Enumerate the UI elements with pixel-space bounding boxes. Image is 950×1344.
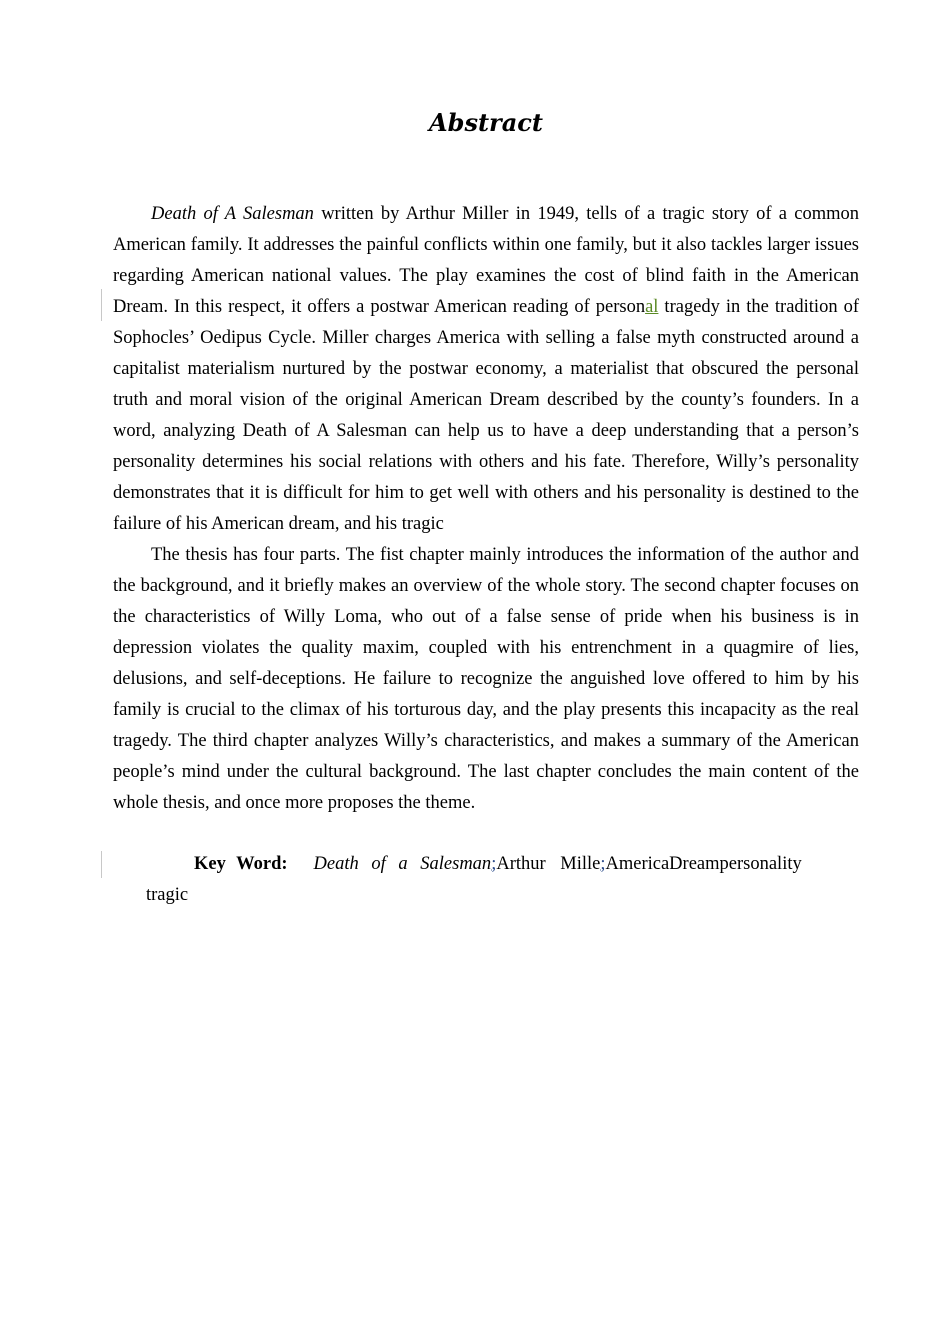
- book-title-italic: Death of A Salesman: [151, 204, 314, 224]
- keywords-label: Key Word:: [194, 854, 288, 874]
- keyword-separator-1: ;: [491, 854, 497, 874]
- keyword-book-title: Death of a Salesman: [313, 854, 492, 874]
- tracked-revision-insertion[interactable]: al: [645, 297, 659, 317]
- keyword-terms: AmericaDreampersonality: [605, 854, 802, 874]
- abstract-title: Abstract: [429, 108, 543, 137]
- keywords-line-1: [146, 849, 818, 880]
- abstract-body: [113, 199, 859, 819]
- paragraph-1-text-a: written by Arthur Miller in 1949, tells of a tragic story of a common American family. It addresses the painful conflicts within one family, but it also tackles larger issues regarding American national values. The play examines the cost of blind faith in the American Dream. In this respect, it offers a postwar American reading of person: [113, 204, 859, 317]
- abstract-paragraph-1: [113, 199, 859, 540]
- change-bar-marker-keywords: [101, 851, 102, 878]
- keyword-separator-2: ;: [600, 854, 606, 874]
- abstract-paragraph-2: The thesis has four parts. The fist chapter mainly introduces the information of the author and the background, and it briefly makes an overview of the whole story. The second chapter focuses on the characteristics of Willy Loma, who out of a false sense of pride when his business is in depression violates the quality maxim, coupled with his entrenchment in a quagmire of lies, delusions, and self-deceptions. He failure to recognize the anguished love offered to him by his family is crucial to the climax of his torturous day, and the play presents this incapacity as the real tragedy. The third chapter analyzes Willy’s characteristics, and makes a summary of the American people’s mind under the cultural background. The last chapter concludes the main content of the whole thesis, and once more proposes the theme.: [113, 545, 859, 813]
- change-bar-marker: [101, 289, 102, 321]
- keywords-line-2: tragic: [146, 885, 189, 905]
- keywords-section: [146, 849, 818, 911]
- keyword-author: Arthur Mille: [496, 854, 601, 874]
- paragraph-1-text-b: tragedy in the tradition of Sophocles’ Oedipus Cycle. Miller charges America with selling a false myth constructed around a capitalist materialism nurtured by the postwar economy, a materialist that obscured the personal truth and moral vision of the original American Dream described by the county’s founders. In a word, analyzing Death of A Salesman can help us to have a deep understanding that a person’s personality determines his social relations with others and his fate. Therefore, Willy’s personality demonstrates that it is difficult for him to get well with others and his personality is destined to the failure of his American dream, and his tragic: [113, 297, 859, 534]
